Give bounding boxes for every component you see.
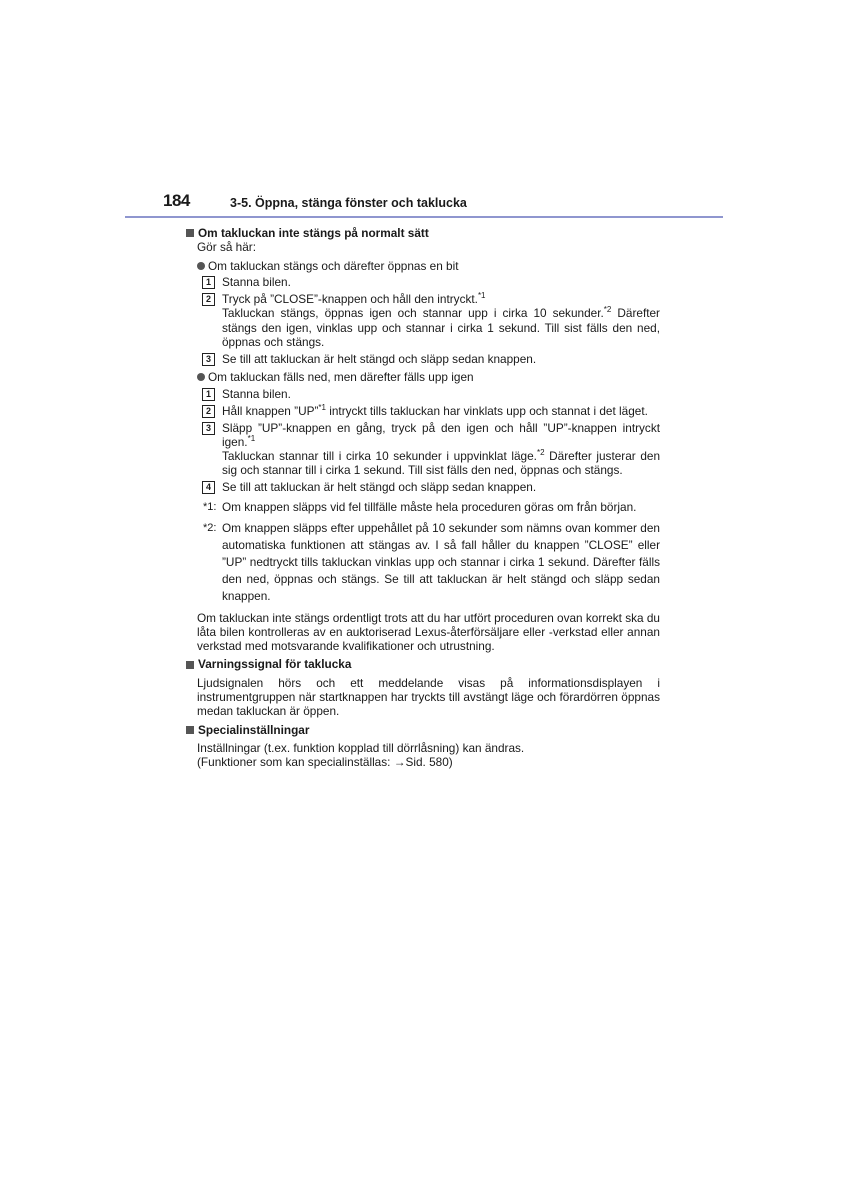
step-item: 4 Se till att takluckan är helt stängd och släpp sedan knappen. — [186, 480, 660, 494]
footnote-ref: *1 — [318, 402, 326, 412]
square-bullet-icon — [186, 229, 194, 237]
step-number-badge: 4 — [202, 481, 215, 494]
intro-text: Gör så här: — [197, 240, 257, 255]
circle-bullet-icon — [197, 262, 205, 270]
step-number-badge: 3 — [202, 422, 215, 435]
footnote: *1: Om knappen släpps vid fel tillfälle måste hela proceduren göras om från början. — [203, 499, 637, 514]
step-number-badge: 2 — [202, 405, 215, 418]
page-number: 184 — [163, 191, 190, 210]
footnote-ref: *1 — [247, 433, 256, 443]
circle-bullet-icon — [197, 373, 205, 381]
step-item: 1 Stanna bilen. — [186, 275, 660, 289]
step-item: 3 Se till att takluckan är helt stängd och släpp sedan knappen. — [186, 352, 660, 366]
case-heading: Om takluckan stängs och därefter öppnas en bit — [186, 259, 660, 273]
step-number-badge: 1 — [202, 388, 215, 401]
step-item: 1 Stanna bilen. — [186, 387, 660, 401]
step-item: 2 Tryck på ”CLOSE”-knappen och håll den intryckt.$^{*1}$ Takluckan stängs, öppnas igen och stannar upp i cirka 10 sekunder.$^{*2}$ Därefter stängs den igen, vinklas upp och stannar i cirka 1 sekund. Till sist fälls den ned, öppnas och stängs. — [186, 292, 660, 349]
warning-paragraph: Ljudsignalen hörs och ett meddelande visas på informationsdisplayen i instrumentgruppen när startknappen har tryckts till avstängt läge och förardörren öppnas medan takluckan är öppen. — [197, 675, 660, 719]
section-title: 3-5. Öppna, stänga fönster och taklucka — [230, 196, 467, 210]
customization-line: Inställningar (t.ex. funktion kopplad till dörrlåsning) kan ändras. — [197, 740, 525, 755]
square-bullet-icon — [186, 726, 194, 734]
footnote-ref: *2 — [536, 448, 545, 458]
page-content — [186, 226, 660, 770]
footnote-ref: *2 — [603, 305, 612, 315]
section-heading-warning-signal: Varningssignal för taklucka — [186, 657, 660, 671]
closing-paragraph: Om takluckan inte stängs ordentligt trots att du har utfört proceduren ovan korrekt ska du låta bilen kontrolleras av en auktoriserad Lexus-återförsäljare eller -verkstad eller annan verkstad med motsvarande kvalifikationer och utrustning. — [197, 610, 660, 654]
footnote-ref: *1 — [477, 291, 486, 301]
customization-reference: (Funktioner som kan specialinställas: →Sid. 580) — [197, 755, 453, 770]
section-heading-customization: Specialinställningar — [186, 723, 660, 737]
footnote: *2: Om knappen släpps efter uppehållet på 10 sekunder som nämns ovan kommer den automatiska funktionen att stängas av. I så fall håller du knappen ”CLOSE” eller ”UP” nedtryckt tills takluckan vinklas upp och stannar i cirka 1 sekund. Därefter fälls den ned, öppnas och stängs. Se till att takluckan är helt stängd och släpp sedan knappen. — [203, 520, 660, 603]
footnote-mark: *1: — [203, 500, 217, 513]
step-number-badge: 3 — [202, 353, 215, 366]
case-heading: Om takluckan fälls ned, men därefter fälls upp igen — [186, 370, 660, 384]
step-item: 3 Släpp ”UP”-knappen en gång, tryck på den igen och håll ”UP”-knappen intryckt igen.$^{*1}$ Takluckan stannar till i cirka 10 sekunder i uppvinklat läge.$^{*2}$ Därefter justerar den sig och stannar till i cirka 1 sekund. Till sist fälls den ned, öppnas och stängs. — [186, 421, 660, 478]
section-heading-sunroof-not-closing: Om takluckan inte stängs på normalt sätt — [186, 226, 660, 240]
footnote-mark: *2: — [203, 521, 217, 534]
step-item: 2 Håll knappen ”UP”$^{*1}$ intryckt tills takluckan har vinklats upp och stannat i det läget. — [186, 404, 660, 418]
square-bullet-icon — [186, 661, 194, 669]
step-number-badge: 2 — [202, 293, 215, 306]
header-rule — [125, 216, 723, 218]
step-number-badge: 1 — [202, 276, 215, 289]
